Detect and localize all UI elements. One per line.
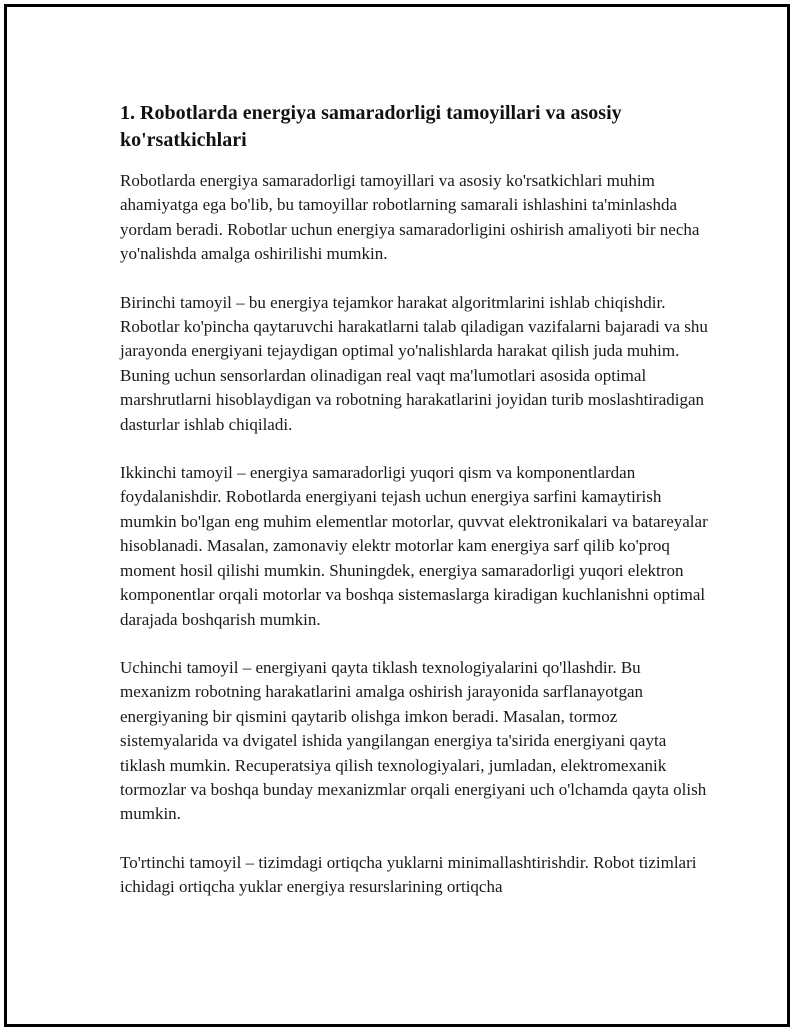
paragraph-first-principle: Birinchi tamoyil – bu energiya tejamkor harakat algoritmlarini ishlab chiqishdir. Robotlar ko'pincha qaytaruvchi harakatlarni talab qiladigan vazifalarni bajaradi va shu jarayonda energiyani tejaydigan optimal yo'nalishlarda harakat qilish juda muhim. Buning uchun sensorlardan olinadigan real vaqt ma'lumotlari asosida optimal marshrutlarni hisoblaydigan va robotning harakatlarini joyidan turib moslashtiradigan dasturlar ishlab chiqiladi. (120, 292, 708, 434)
paragraph-intro: Robotlarda energiya samaradorligi tamoyillari va asosiy ko'rsatkichlari muhim ahamiyatga ega bo'lib, bu tamoyillar robotlarning samarali ishlashini ta'minlashda yordam beradi. Robotlar uchun energiya samaradorligini oshirish amaliyoti bir necha yo'nalishda amalga oshirilishi mumkin. (120, 171, 700, 264)
paragraph-second-principle: Ikkinchi tamoyil – energiya samaradorligi yuqori qism va komponentlardan foydalanishdir. Robotlarda energiyani tejash uchun energiya sarfini kamaytirish mumkin bo'lgan eng muhim elementlar motorlar, quvvat elektronikalari va batareyalar hisoblanadi. Masalan, zamonaviy elektr motorlar kam energiya sarf qilib ko'proq moment hosil qilishi mumkin. Shuningdek, energiya samaradorligi yuqori elektron komponentlar orqali motorlar va boshqa sistemaslarga kiradigan kuchlanishni optimal darajada boshqarish mumkin. (120, 463, 708, 629)
document-page (4, 4, 790, 1027)
section-heading: 1. Robotlarda energiya samaradorligi tamoyillari va asosiy ko'rsatkichlari (120, 102, 622, 151)
document-body (120, 100, 710, 924)
paragraph-third-principle: Uchinchi tamoyil – energiyani qayta tiklash texnologiyalarini qo'llashdir. Bu mexanizm robotning harakatlarini amalga oshirish jarayonida sarflanayotgan energiyaning bir qismini qaytarib olishga imkon beradi. Masalan, tormoz sistemyalarida va dvigatel ishida yangilangan energiya ta'sirida energiyani qayta tiklash mumkin. Recuperatsiya qilish texnologiyalari, jumladan, elektromexanik tormozlar va boshqa bunday mexanizmlar orqali energiyani uch o'lchamda qayta olish mumkin. (120, 657, 707, 824)
paragraph-fourth-principle: To'rtinchi tamoyil – tizimdagi ortiqcha yuklarni minimallashtirishdir. Robot tizimlari ichidagi ortiqcha yuklar energiya resurslarining ortiqcha (120, 852, 697, 897)
